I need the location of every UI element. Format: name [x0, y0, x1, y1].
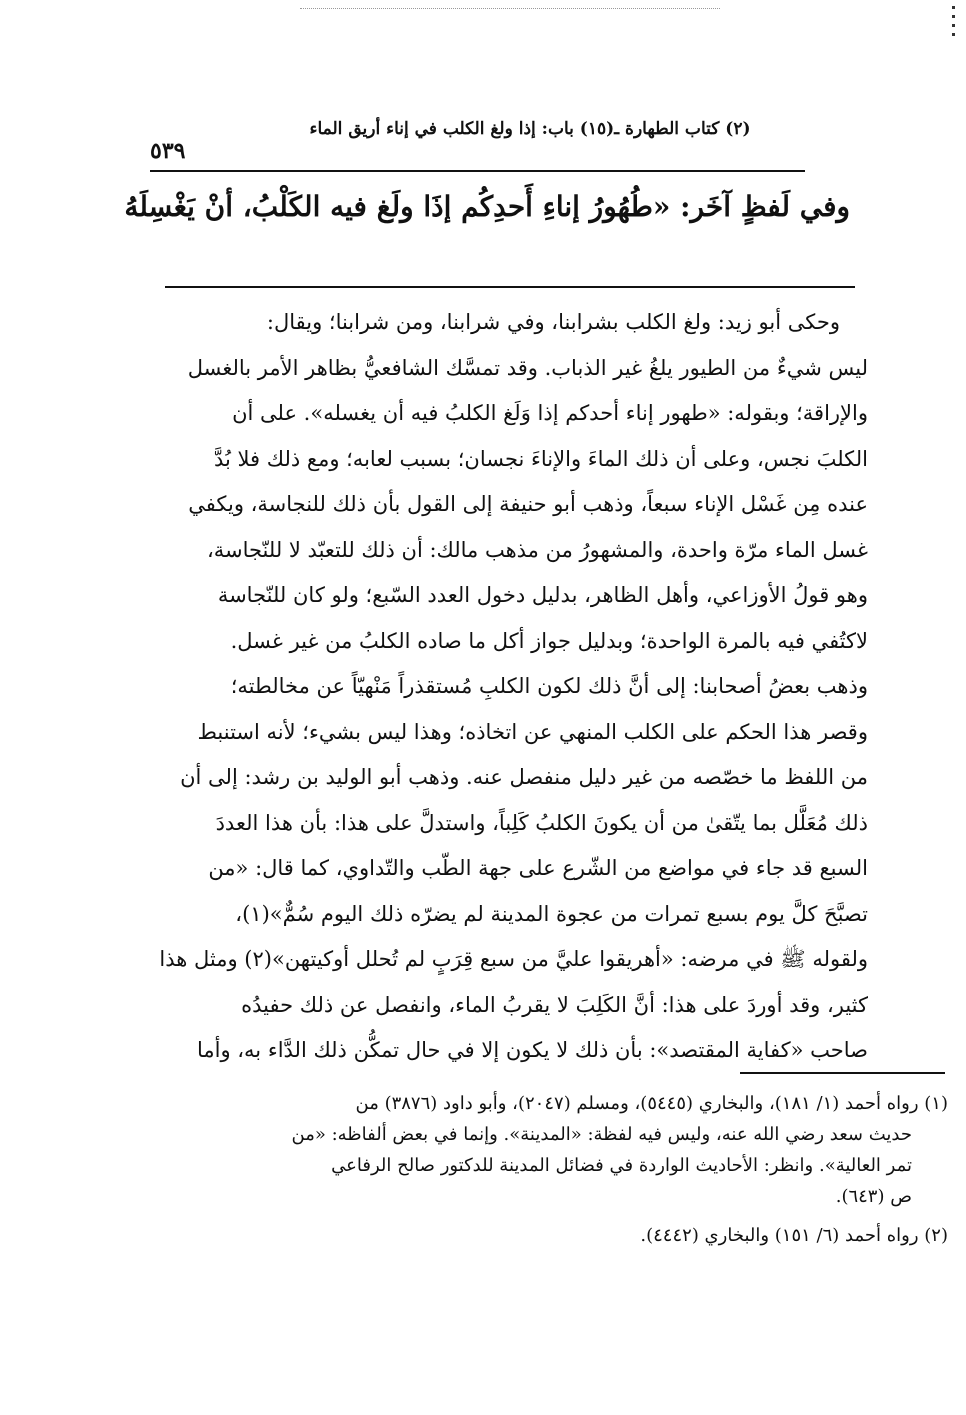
body-line: تصبَّحَ كلَّ يوم بسبع تمرات من عجوة المدينة لم يضرّه ذلك اليوم سُمٌّ»(١)،	[235, 901, 868, 926]
commentary-body	[148, 300, 868, 1074]
footnote-1-line: تمر العالية». وانظر: الأحاديث الواردة في فضائل المدينة للدكتور صالح الرفاعي	[331, 1155, 912, 1176]
footnote-1-line: ص (٦٤٣).	[835, 1186, 912, 1207]
footnote-1-line: (١) رواه أحمد (١/ ١٨١)، والبخاري (٥٤٤٥)، ومسلم (٢٠٤٧)، وأبو داود (٣٨٧٦) من	[355, 1093, 948, 1114]
running-header-title	[260, 118, 800, 140]
running-header	[150, 118, 800, 168]
body-line: والإراقة؛ وبقوله: «طهور إناء أحدكم إذا وَلَغ الكلبُ فيه أن يغسله». على أن	[232, 401, 868, 425]
body-line: ليس شيءٌ من الطيور يلغُ غير الذباب. وقد تمسَّك الشافعيُّ بظاهر الأمر بالغسل	[187, 355, 868, 380]
body-line: الكلبَ نجس، وعلى أن ذلك الماءَ والإناءَ نجسان؛ بسبب لعابه؛ ومع ذلك فلا بُدَّ	[213, 446, 868, 471]
body-line: لاكتُفي فيه بالمرة الواحدة؛ وبدليل جواز أكل ما صاده الكلبُ من غير غسل.	[230, 628, 868, 653]
scan-edge-dotted-line	[300, 8, 720, 9]
body-line: السبع قد جاء في مواضع من الشّرع على جهة الطّب والتّداوي، كما قال: «من	[208, 856, 868, 880]
body-line: ولقوله ﷺ في مرضه: «أهريقوا عليَّ من سبع قِرَبٍ لم تُحلل أوكيتهن»(٢) ومثل هذا	[159, 947, 868, 971]
header-rule	[150, 170, 805, 172]
body-line: صاحب «كفاية المقتصد»: بأن ذلك لا يكون إلا في حال تمكُّن ذلك الدَّاء به، وأما	[196, 1038, 868, 1062]
body-line: كثير، وقد أوردَ على هذا: أنَّ الكَلِبَ لا يقربُ الماء، وانفصل عن ذلك حفيدُه	[241, 992, 868, 1017]
footnotes	[200, 1088, 948, 1251]
body-line: وقصر هذا الحكم على الكلب المنهي عن اتخاذه؛ وهذا ليس بشيء؛ لأنه استنبط	[197, 719, 868, 744]
section-divider	[165, 286, 855, 288]
footnote-1-line: حديث سعد رضي الله عنه، وليس فيه لفظة: «المدينة». وإنما في بعض ألفاظه: «من	[291, 1124, 912, 1145]
body-line: عنده مِن غَسْل الإناء سبعاً، وذهب أبو حنيفة إلى القول بأن ذلك للنجاسة، ويكفي	[188, 492, 868, 516]
footnote-2: (٢) رواه أحمد (٦/ ١٥١) والبخاري (٤٤٤٢).	[640, 1225, 948, 1246]
hadith-text-line: وفي لَفظٍ آخَر: «طُهُورُ إناءِ أَحدِكُم إذَا ولَغ فيه الكَلْبُ، أنْ يَغْسِلَهُ	[124, 190, 850, 223]
body-line: ذلك مُعَلَّل بما يتّقىٰ من أن يكونَ الكلبُ كَلِباً، واستدلَّ على هذا: بأن هذا العددَ	[215, 810, 868, 835]
body-line: وهو قولُ الأوزاعي، وأهل الظاهر، بدليل دخول العدد السّبع؛ ولو كان للنّجاسة	[217, 583, 868, 607]
body-line: من اللفظ ما خصّصه من غير دليل منفصل عنه. وذهب أبو الوليد بن رشد: إلى أن	[180, 765, 868, 789]
running-header-title-text: (٢) كتاب الطهارة ـ(١٥) باب: إذا ولغ الكلب في إناء أريق الماء	[309, 119, 751, 139]
body-line: وحكى أبو زيد: ولغ الكلب بشرابنا، وفي شرابنا، ومن شرابنا؛ ويقال:	[266, 310, 840, 334]
footnote-separator	[740, 1072, 945, 1074]
page-number: ٥٣٩	[150, 138, 186, 164]
body-line: وذهب بعضُ أصحابنا: إلى أنَّ ذلك لكون الكلبِ مُستقذراً مَنْهيّاً عن مخالطته؛	[230, 674, 868, 698]
scan-margin-marks	[948, 0, 958, 40]
body-line: غسل الماء مرّة واحدة، والمشهورُ من مذهب مالك: أن ذلك للتعبّد لا للنّجاسة،	[206, 537, 868, 562]
